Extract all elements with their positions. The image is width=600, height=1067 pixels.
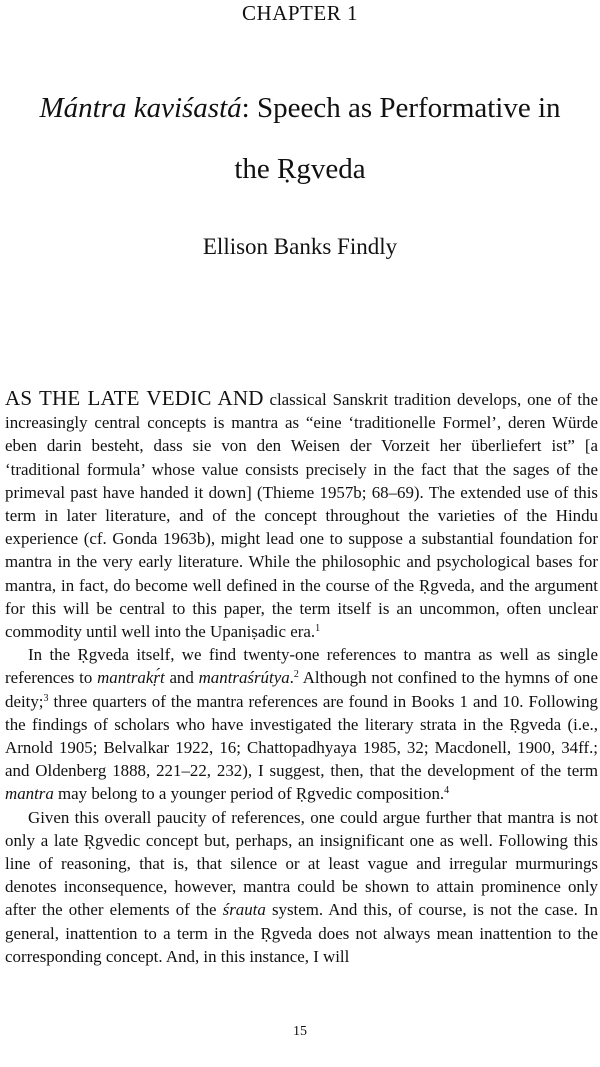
footnote-ref-1: 1 [315, 623, 321, 635]
paragraph-3 [5, 806, 598, 968]
chapter-title [0, 78, 600, 200]
title-italic-part: Mántra kaviśastá [39, 92, 242, 124]
chapter-heading: CHAPTER 1 [242, 1, 358, 25]
paragraph-1 [5, 387, 598, 643]
lead-in-caps: AS THE LATE VEDIC AND [5, 386, 264, 410]
title-rest-line1: : Speech as Performative in [241, 92, 561, 124]
paragraph-2 [5, 643, 598, 805]
p3-text-b: system. And this, of course, is not the case. In general, inattention to a term in the Ṛgveda does not always mean inattention to the corresponding concept. And, in this instance, I will [5, 900, 598, 966]
term-mantrasrutya: mantraśrútya [198, 668, 290, 688]
title-line2: the Ṛgveda [234, 153, 366, 185]
p2-text-e: three quarters of the mantra references are found in Books 1 and 10. Following the findings of scholars who have investigated the literary strata in the Ṛgveda (i.e., Arnold 1905; Belvalkar 1922, 16; Chattopadhyaya 1985, 32; Macdonell, 1900, 34ff.; and Oldenberg 1888, 221–22, 232), I suggest, then, that the development of the term [5, 691, 598, 781]
p2-text-c: . [289, 668, 294, 688]
footnote-ref-3: 3 [43, 692, 49, 704]
p2-text-d: Although not confined to the hymns of one deity; [5, 668, 598, 711]
page-number: 15 [293, 1024, 307, 1039]
p2-text-f: may belong to a younger period of Ṛgvedic composition. [58, 784, 445, 804]
term-mantra: mantra [5, 784, 54, 804]
term-mantrakrt: mantrakṛ́t [97, 668, 165, 688]
paragraph-1-text: classical Sanskrit tradition develops, one of the increasingly central concepts is mantra as “eine ‘traditionelle Formel’, deren Würde eben darin besteht, dass sie von den Weisen der Vorzeit her überliefert ist” [a ‘traditional formula’ whose value consists precisely in the fact that the sages of the primeval past have handed it down] (Thieme 1957b; 68–69). The extended use of this term in later literature, and of the concept throughout the varieties of the Hindu experience (cf. Gonda 1963b), might lead one to suppose a substantial foundation for mantra in the very early literature. While the philosophic and psychological bases for mantra, in fact, do become well defined in the course of the Ṛgveda, and the argument for this will be central to this paper, the term itself is an uncommon, often unclear commodity until well into the Upaniṣadic era. [5, 390, 598, 642]
footnote-ref-2: 2 [293, 669, 299, 681]
body-text [5, 387, 598, 968]
term-srauta: śrauta [222, 900, 266, 920]
p2-text-b: and [169, 668, 194, 688]
p3-text-a: Given this overall paucity of references, one could argue further that mantra is not only a late Ṛgvedic concept but, perhaps, an insignificant one as well. Following this line of reasoning, that is, that silence or at least vague and irregular murmurings denotes inconsequence, however, mantra could be shown to attain prominence only after the other elements of the [5, 807, 598, 920]
author-name: Ellison Banks Findly [202, 234, 398, 259]
p2-text-a: In the Ṛgveda itself, we find twenty-one references to mantra as well as single references to [5, 645, 598, 688]
footnote-ref-4: 4 [444, 785, 450, 797]
